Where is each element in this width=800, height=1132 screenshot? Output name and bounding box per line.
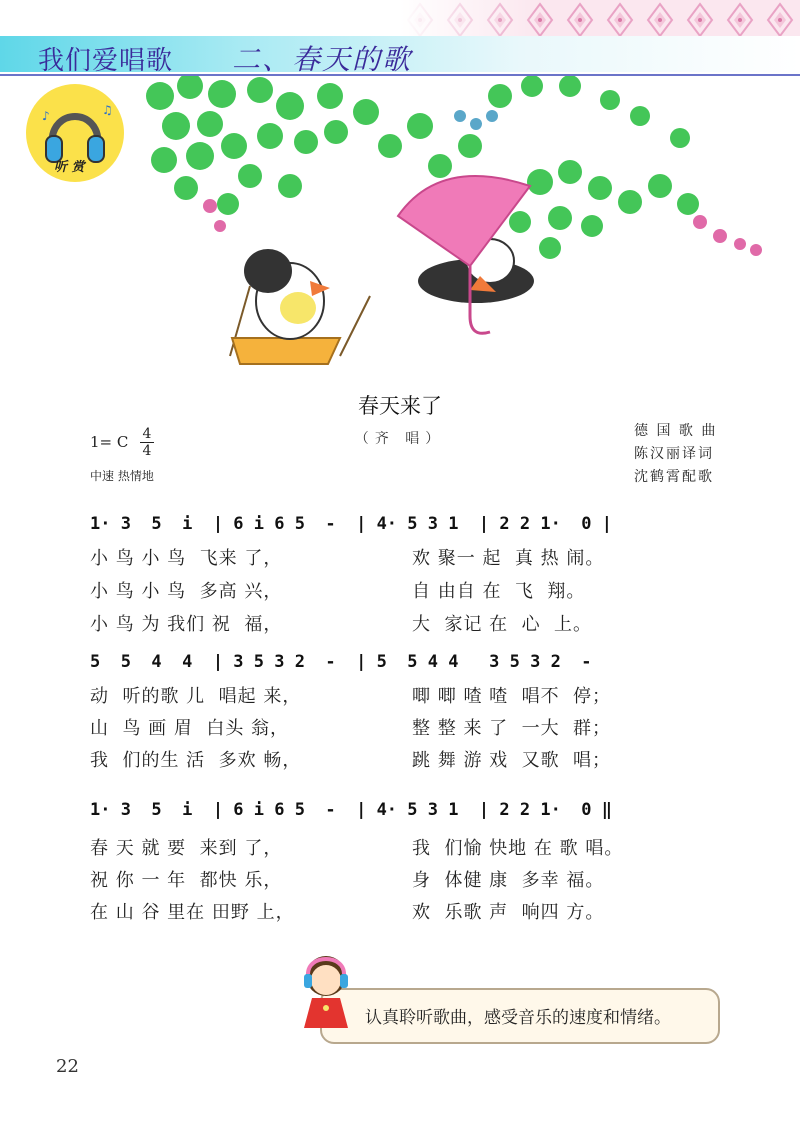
badge-label: 听 赏	[54, 160, 85, 175]
lyric-line: 自 由自 在 飞 翔。	[412, 581, 586, 602]
svg-text:♪: ♪	[42, 109, 50, 123]
lyric-line: 跳 舞 游 戏 又歌 唱；	[412, 750, 612, 771]
decorative-pattern	[400, 0, 800, 40]
chapter-title: 二、春天的歌	[232, 43, 413, 76]
lyric-line: 我 们的生 活 多欢 畅，	[90, 750, 302, 771]
lyric-line: 唧 唧 喳 喳 唱不 停；	[412, 686, 612, 707]
lyric-line: 整 整 来 了 一大 群；	[412, 718, 612, 739]
credit-arranger: 沈鹤霄配歌	[634, 469, 714, 485]
meter-bottom: 4	[142, 443, 152, 459]
notation-line: 1· 3 5 i | 6 i 6 5 - | 4· 5 3 1 | 2 2 1· 0 ‖	[90, 800, 612, 820]
tip-text: 认真聆听歌曲，感受音乐的速度和情绪。	[365, 1008, 671, 1028]
lyric-line: 小 鸟 小 鸟 飞来 了，	[90, 548, 283, 569]
book-title: 我们爱唱歌	[38, 46, 174, 76]
lyric-line: 大 家记 在 心 上。	[412, 614, 593, 635]
lyric-line: 动 听的歌 儿 唱起 来，	[90, 686, 302, 707]
svg-text:♫: ♫	[102, 103, 113, 117]
girl-with-headphones-icon	[296, 950, 356, 1032]
lyric-line: 身 体健 康 多幸 福。	[412, 870, 605, 891]
birds-illustration	[140, 76, 780, 386]
lyric-line: 春 天 就 要 来到 了，	[90, 838, 283, 859]
notation-line: 5 5 4 4 | 3 5 3 2 - | 5 5 4 4 3 5 3 2 -	[90, 652, 592, 672]
tempo-marking: 中速 热情地	[90, 469, 154, 483]
credit-lyricist: 陈汉丽译词	[634, 446, 714, 462]
lyric-line: 小 鸟 小 鸟 多高 兴，	[90, 581, 283, 602]
lyric-line: 祝 你 一 年 都快 乐，	[90, 870, 283, 891]
meter-top: 4	[140, 426, 154, 443]
song-title: 春天来了	[358, 395, 442, 418]
lyric-line: 我 们愉 快地 在 歌 唱。	[412, 838, 624, 859]
performance-mode: （齐 唱）	[354, 431, 446, 447]
time-signature	[140, 426, 154, 459]
notation-line: 1· 3 5 i | 6 i 6 5 - | 4· 5 3 1 | 2 2 1· 0 |	[90, 514, 612, 534]
credit-origin: 德 国 歌 曲	[634, 423, 718, 439]
lyric-line: 山 鸟 画 眉 白头 翁，	[90, 718, 290, 739]
lyric-line: 小 鸟 为 我们 祝 福，	[90, 614, 283, 635]
lyric-line: 欢 聚一 起 真 热 闹。	[412, 548, 605, 569]
page-number: 22	[56, 1056, 79, 1077]
lyric-line: 欢 乐歌 声 响四 方。	[412, 902, 605, 923]
lyric-line: 在 山 谷 里在 田野 上，	[90, 902, 295, 923]
key-signature: 1= C	[90, 433, 129, 451]
